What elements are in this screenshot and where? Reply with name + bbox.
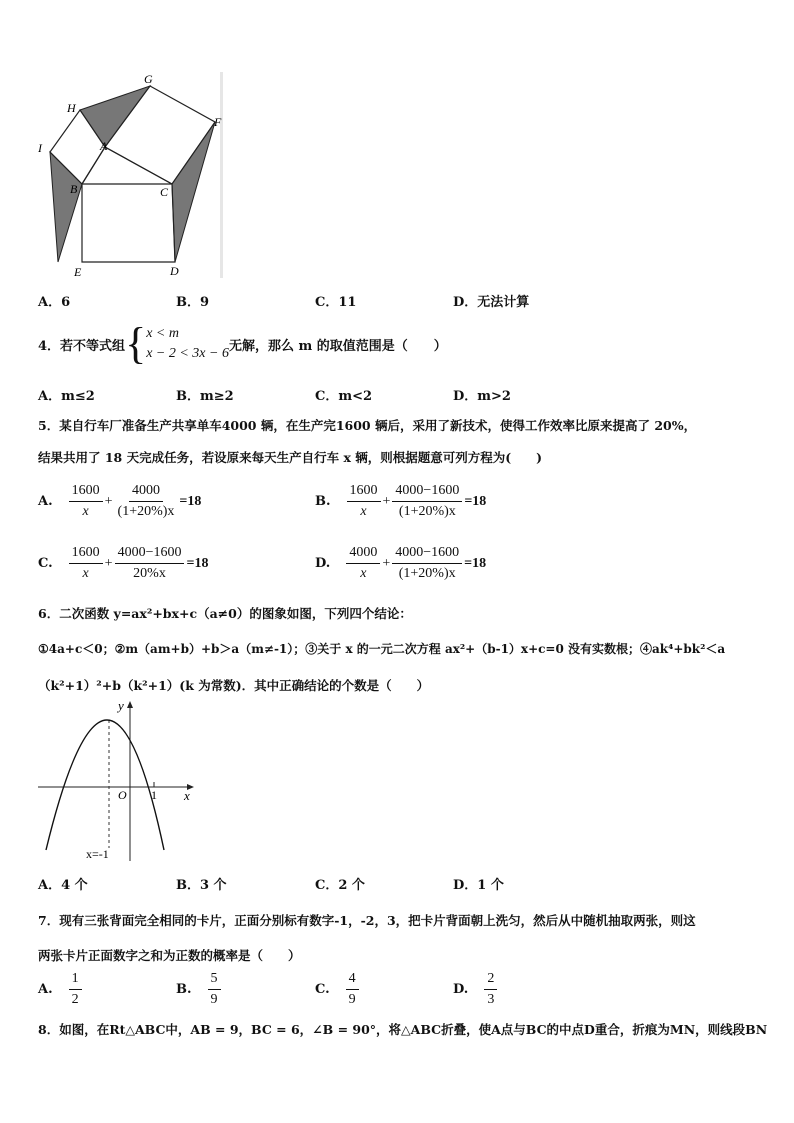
fraction: $\frac{5}{9}$: [208, 970, 221, 1009]
q4-option-d[interactable]: D．m>2: [453, 389, 511, 404]
q3-option-a[interactable]: A．6: [38, 295, 71, 310]
vertex-label-e: E: [74, 265, 82, 279]
equation-rhs: =18: [179, 493, 202, 509]
inequality-brace: {: [125, 319, 147, 368]
q3-geometry-figure: [30, 72, 230, 282]
plus-sign: +: [104, 493, 113, 509]
fraction: $\frac{1600}{x}$: [69, 482, 103, 521]
fraction: $\frac{1600}{x}$: [69, 544, 103, 583]
y-axis-arrow: [127, 701, 133, 708]
q7-stem-line2: 两张卡片正面数字之和为正数的概率是（ ）: [38, 948, 301, 963]
parabola-graph: [34, 698, 199, 863]
q5-option-a[interactable]: [38, 482, 201, 521]
equation-rhs: =18: [464, 555, 487, 571]
fraction: $\frac{4000}{x}$: [346, 544, 380, 583]
q6-option-c[interactable]: C．2 个: [315, 878, 365, 893]
q6-stem-line2: ①4a+c＜0；②m（am+b）+b＞a（m≠-1）；③关于 x 的一元二次方程 ax²+（b-1）x+c=0 没有实数根；④ak⁴+bk²＜a: [38, 642, 726, 656]
option-label: D.: [315, 556, 331, 571]
vertex-x-label: x=-1: [86, 847, 109, 861]
fraction: $\frac{4000-1600}{(1+20\%)x}$: [392, 544, 462, 583]
parabola-curve: [46, 720, 164, 850]
q7-option-b[interactable]: [176, 970, 223, 1009]
q6-stem-line1: 6．二次函数 y=ax²+bx+c（a≠0）的图象如图，下列四个结论：: [38, 606, 412, 621]
q4-option-c[interactable]: C．m<2: [315, 389, 373, 404]
q7-option-a[interactable]: [38, 970, 84, 1009]
q6-stem-line3: （k²+1）²+b（k²+1）(k 为常数)．其中正确结论的个数是（ ）: [38, 678, 430, 693]
q4-number: 4．: [38, 338, 61, 354]
q5-stem-line2: 结果共用了 18 天完成任务，若设原来每天生产自行车 x 辆，则根据题意可列方程为( ): [38, 450, 543, 465]
tick-1-label: 1: [151, 788, 157, 802]
plus-sign: +: [382, 555, 391, 571]
vertex-label-b: B: [70, 182, 78, 196]
q5-option-c[interactable]: [38, 544, 208, 583]
q4-option-b[interactable]: B．m≥2: [176, 389, 234, 404]
x-axis-label: x: [184, 788, 190, 803]
option-label: A.: [38, 494, 53, 509]
option-label: C.: [38, 556, 53, 571]
q5-option-b[interactable]: [315, 482, 486, 521]
fraction: $\frac{4000-1600}{(1+20\%)x}$: [392, 482, 462, 521]
q3-option-c[interactable]: C．11: [315, 295, 357, 310]
plus-sign: +: [382, 493, 391, 509]
equation-rhs: =18: [186, 555, 209, 571]
q6-option-d[interactable]: D．1 个: [453, 878, 504, 893]
vertex-label-a: A: [100, 139, 108, 153]
q3-option-b[interactable]: B．9: [176, 295, 210, 310]
vertex-label-h: H: [67, 101, 76, 115]
option-label: D.: [453, 982, 469, 997]
plus-sign: +: [104, 555, 113, 571]
q3-option-d[interactable]: D．无法计算: [453, 295, 530, 310]
fraction: $\frac{4}{9}$: [346, 970, 359, 1009]
fraction: $\frac{2}{3}$: [484, 970, 497, 1009]
fraction: $\frac{4000}{(1+20\%)x}$: [117, 483, 175, 519]
origin-label: O: [118, 788, 127, 802]
q8-stem-line1: 8．如图，在Rt△ABC中，AB = 9，BC = 6，∠B = 90°，将△ABC折叠，使A点与BC的中点D重合，折痕为MN，则线段BN: [38, 1022, 768, 1037]
q7-option-d[interactable]: [453, 970, 499, 1009]
vertex-label-d: D: [170, 264, 179, 278]
fraction: $\frac{1600}{x}$: [347, 482, 381, 521]
equation-rhs: =18: [464, 493, 487, 509]
option-label: B.: [176, 982, 192, 997]
q4-inequality-2: x − 2 < 3x − 6: [146, 346, 229, 361]
q7-stem-line1: 7．现有三张背面完全相同的卡片，正面分别标有数字-1，-2，3，把卡片背面朝上洗匀，然后从中随机抽取两张，则这: [38, 913, 696, 928]
q4-suffix: 无解，那么 m 的取值范围是（ ）: [228, 338, 447, 354]
option-label: C.: [315, 982, 330, 997]
q5-stem-line1: 5．某自行车厂准备生产共享单车4000 辆，在生产完1600 辆后，采用了新技术，使得工作效率比原来提高了 20%，: [38, 418, 697, 433]
q7-option-c[interactable]: [315, 970, 361, 1009]
q4-option-a[interactable]: A．m≤2: [38, 389, 95, 404]
q5-option-d[interactable]: [315, 544, 486, 583]
q4-prefix: 若不等式组: [60, 338, 126, 354]
vertex-label-i: I: [38, 141, 42, 155]
fraction: $\frac{1}{2}$: [69, 970, 82, 1009]
vertex-label-f: F: [214, 115, 222, 129]
q6-option-a[interactable]: A．4 个: [38, 878, 88, 893]
q4-inequality-1: x < m: [146, 326, 179, 341]
option-label: A.: [38, 982, 53, 997]
fraction: $\frac{4000-1600}{20\%x}$: [115, 544, 185, 583]
vertex-label-c: C: [160, 185, 169, 199]
q4-stem: [38, 319, 447, 368]
y-axis-label: y: [118, 698, 124, 713]
option-label: B.: [315, 494, 331, 509]
q6-option-b[interactable]: B．3 个: [176, 878, 227, 893]
vertex-label-g: G: [144, 72, 153, 86]
